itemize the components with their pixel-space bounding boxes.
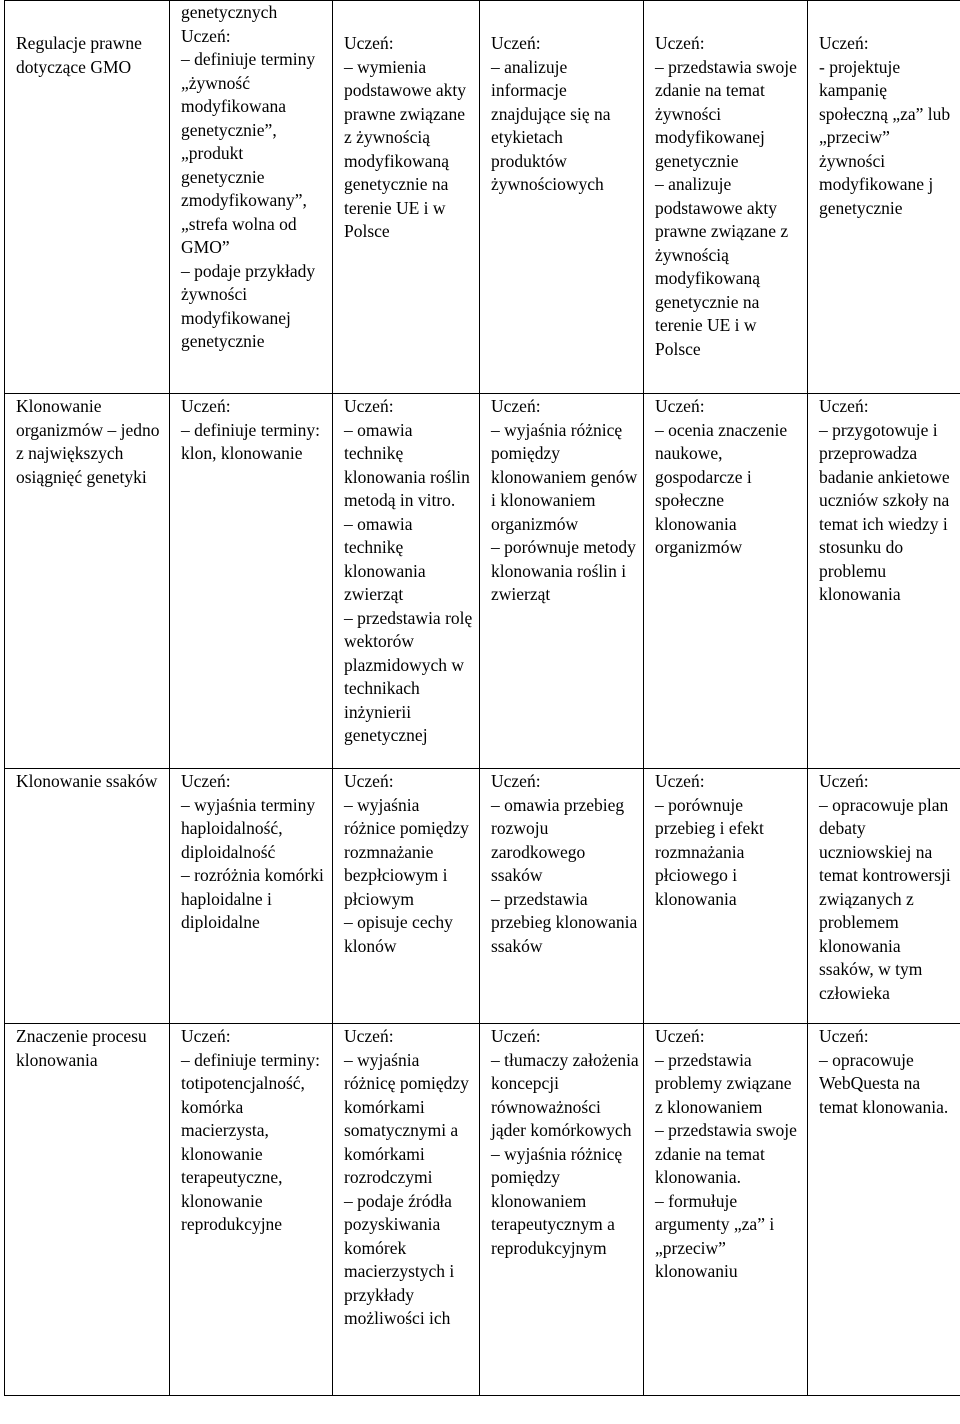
cell-text: Uczeń: – omawia technikę klonowania roślin metodą in vitro. – omawia technikę klonowania zwierząt – przedstawia rolę wektorów plazmidowych w technikach inżynierii genetycznej: [344, 396, 473, 745]
table-row: [5, 1, 960, 394]
cell-text: Uczeń: – wyjaśnia różnicę pomiędzy komórkami somatycznymi a komórkami rozrodczymi – podaje źródła pozyskiwania komórek macierzystych i przykłady możliwości ich: [344, 1026, 469, 1328]
requirement-cell: [480, 1, 644, 394]
requirement-cell: [480, 769, 644, 1024]
requirement-cell: [480, 1024, 644, 1396]
cell-text: Uczeń: – wyjaśnia różnicę pomiędzy klonowaniem genów i klonowaniem organizmów – porównuje metody klonowania roślin i zwierząt: [491, 396, 638, 604]
table-row: [5, 769, 960, 1024]
requirement-cell: [644, 1, 808, 394]
requirement-cell: [644, 1024, 808, 1396]
requirement-cell: [808, 769, 960, 1024]
requirement-cell: [170, 769, 333, 1024]
cell-text: Uczeń: – definiuje terminy: klon, klonowanie: [181, 396, 320, 463]
cell-text: genetycznych Uczeń: – definiuje terminy „żywność modyfikowana genetycznie”, „produkt genetycznie zmodyfikowany”, „strefa wolna od GMO” – podaje przykłady żywności modyfikowanej genetycznie: [181, 2, 316, 351]
requirement-cell: [170, 394, 333, 769]
cell-text: Uczeń: – przygotowuje i przeprowadza badanie ankietowe uczniów szkoły na temat ich wiedzy i stosunku do problemu klonowania: [819, 396, 950, 604]
cell-text: Uczeń: – analizuje informacje znajdujące się na etykietach produktów żywnościowych: [491, 33, 611, 194]
requirement-cell: [808, 1024, 960, 1396]
requirement-cell: [808, 1, 960, 394]
curriculum-table: [4, 0, 960, 1396]
requirement-cell: [333, 1024, 480, 1396]
requirement-cell: [170, 1024, 333, 1396]
requirement-cell: [808, 394, 960, 769]
topic-cell: [5, 1024, 170, 1396]
requirement-cell: [644, 394, 808, 769]
cell-text: Uczeń: – wyjaśnia różnice pomiędzy rozmnażanie bezpłciowym i płciowym – opisuje cechy klonów: [344, 771, 469, 956]
cell-text: Uczeń: - projektuje kampanię społeczną „za” lub „przeciw” żywności modyfikowane j genetycznie: [819, 33, 951, 218]
cell-text: Uczeń: – porównuje przebieg i efekt rozmnażania płciowego i klonowania: [655, 771, 764, 909]
topic-cell: [5, 769, 170, 1024]
topic-text: Klonowanie organizmów – jedno z największych osiągnięć genetyki: [16, 396, 160, 487]
requirement-cell: [333, 394, 480, 769]
requirement-cell: [333, 769, 480, 1024]
topic-text: Klonowanie ssaków: [16, 771, 158, 791]
table-row: [5, 394, 960, 769]
cell-text: Uczeń: – przedstawia problemy związane z klonowaniem – przedstawia swoje zdanie na temat klonowania. – formułuje argumenty „za” i „przeciw” klonowaniu: [655, 1026, 797, 1281]
table-row: [5, 1024, 960, 1396]
requirement-cell: [480, 394, 644, 769]
cell-text: Uczeń: – tłumaczy założenia koncepcji równoważności jąder komórkowych – wyjaśnia różnicę pomiędzy klonowaniem terapeutycznym a reprodukcyjnym: [491, 1026, 639, 1258]
cell-text: Uczeń: – wyjaśnia terminy haploidalność, diploidalność – rozróżnia komórki haploidalne i diploidalne: [181, 771, 324, 932]
topic-cell: [5, 394, 170, 769]
cell-text: Uczeń: – opracowuje WebQuesta na temat klonowania.: [819, 1026, 949, 1117]
cell-text: Uczeń: – opracowuje plan debaty uczniowskiej na temat kontrowersji związanych z problemem klonowania ssaków, w tym człowieka: [819, 771, 951, 1003]
cell-text: Uczeń: – wymienia podstawowe akty prawne związane z żywnością modyfikowaną genetycznie na terenie UE i w Polsce: [344, 33, 466, 241]
requirement-cell: [333, 1, 480, 394]
cell-text: Uczeń: – przedstawia swoje zdanie na temat żywności modyfikowanej genetycznie – analizuje podstawowe akty prawne związane z żywnością modyfikowaną genetycznie na terenie UE i w Polsce: [655, 33, 797, 359]
requirement-cell: [644, 769, 808, 1024]
cell-text: Uczeń: – omawia przebieg rozwoju zarodkowego ssaków – przedstawia przebieg klonowania ssaków: [491, 771, 638, 956]
requirement-cell: [170, 1, 333, 394]
topic-text: Regulacje prawne dotyczące GMO: [16, 33, 142, 77]
topic-text: Znaczenie procesu klonowania: [16, 1026, 147, 1070]
topic-cell: [5, 1, 170, 394]
cell-text: Uczeń: – ocenia znaczenie naukowe, gospodarcze i społeczne klonowania organizmów: [655, 396, 788, 557]
cell-text: Uczeń: – definiuje terminy: totipotencjalność, komórka macierzysta, klonowanie terapeutyczne, klonowanie reprodukcyjne: [181, 1026, 320, 1234]
